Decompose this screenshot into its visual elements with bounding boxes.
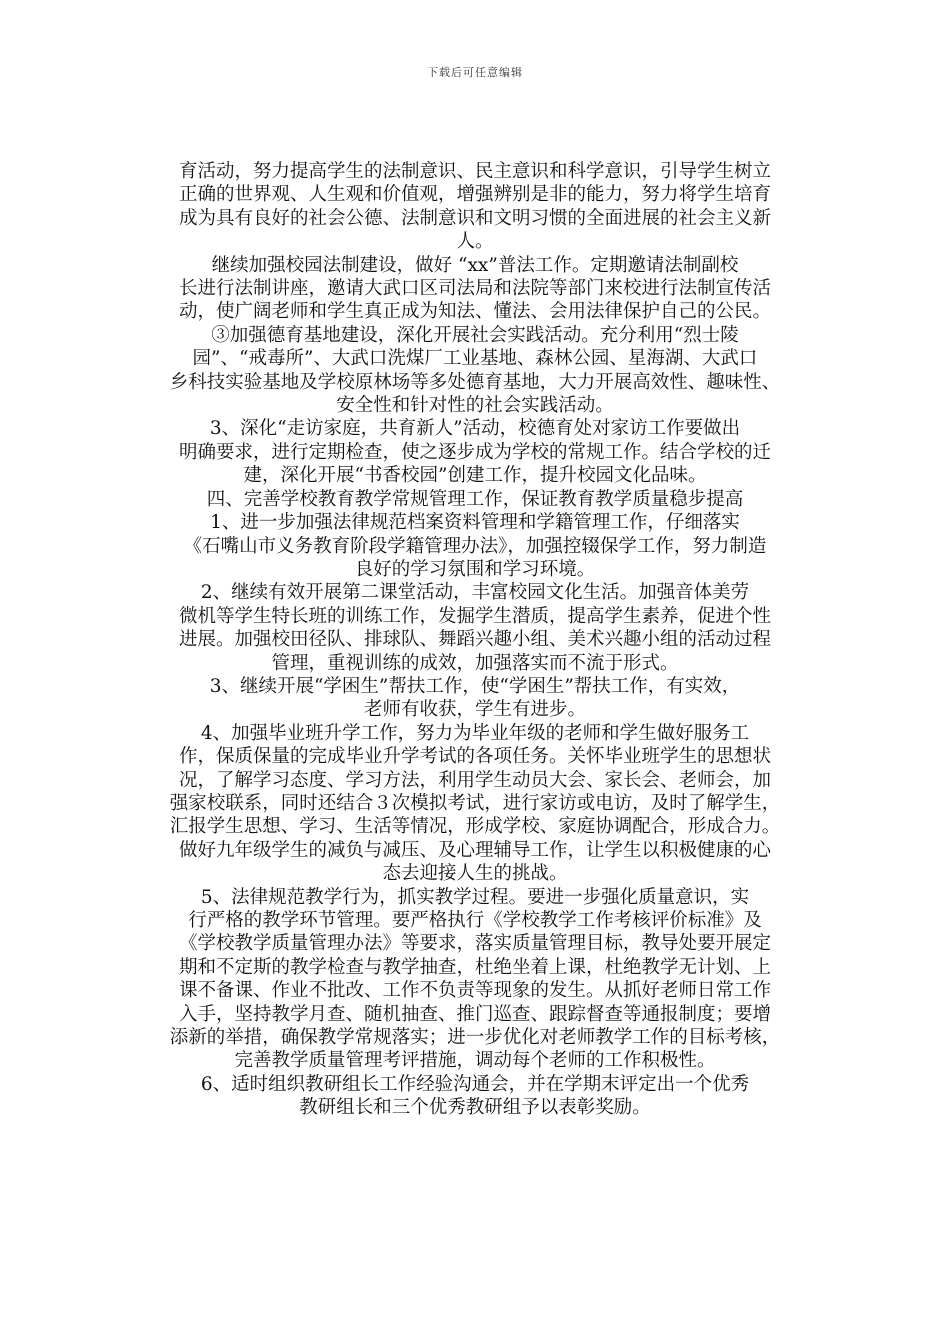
page-header-note: 下载后可任意编辑 (427, 66, 523, 79)
text-line: 4、加强毕业班升学工作，努力为毕业年级的老师和学生做好服务工 (200, 722, 750, 744)
text-line: 成为具有良好的社会公德、法制意识和文明习惯的全面进展的社会主义新 (178, 207, 771, 229)
text-line: 良好的学习氛围和学习环境。 (354, 558, 596, 580)
paragraph (112, 511, 838, 581)
text-line: 强家校联系，同时还结合３次模拟考试，进行家访或电访，及时了解学生， (169, 792, 781, 814)
text-line: 乡科技实验基地及学校原林场等多处德育基地，大力开展高效性、趣味性、 (169, 371, 781, 393)
text-line: 3、深化“走访家庭，共育新人”活动，校德育处对家访工作要做出 (209, 418, 741, 440)
paragraph (112, 417, 838, 487)
text-line: 进展。加强校田径队、排球队、舞蹈兴趣小组、美术兴趣小组的活动过程 (178, 629, 771, 651)
text-line: 期和不定斯的教学检查与教学抽查，杜绝坐着上课，杜绝教学无计划、上 (178, 956, 771, 978)
text-line: 作，保质保量的完成毕业升学考试的各项任务。关怀毕业班学生的思想状 (178, 746, 771, 768)
text-line: 教研组长和三个优秀教研组予以表彰奖励。 (299, 1097, 651, 1119)
text-line: ③加强德育基地建设，深化开展社会实践活动。充分利用“烈士陵 (211, 324, 739, 346)
text-line: 园”、“戒毒所”、大武口洗煤厂工业基地、森林公园、星海湖、大武口 (192, 348, 758, 370)
text-line: 6、适时组织教研组长工作经验沟通会，并在学期末评定出一个优秀 (200, 1073, 750, 1095)
text-line: 建，深化开展“书香校园”创建工作，提升校园文化品味。 (243, 465, 707, 487)
text-line: 《石嘴山市义务教育阶段学籍管理办法》，加强控辍保学工作，努力制造 (183, 535, 767, 557)
text-line: 5、法律规范教学行为，抓实教学过程。要进一步强化质量意识，实 (200, 886, 750, 908)
text-line: 况，了解学习态度、学习方法，利用学生动员大会、家长会、老师会，加 (178, 769, 771, 791)
text-line: 添新的举措，确保教学常规落实；进一步优化对老师教学工作的目标考核， (169, 1027, 781, 1049)
text-line: 1、进一步加强法律规范档案资料管理和学籍管理工作，仔细落实 (210, 512, 740, 534)
text-line: 《学校教学质量管理办法》等要求，落实质量管理目标，教导处要开展定 (178, 933, 771, 955)
text-line: 四、完善学校教育教学常规管理工作，保证教育教学质量稳步提高 (206, 488, 744, 510)
text-line: 育活动，努力提高学生的法制意识、民主意识和科学意识，引导学生树立 (178, 161, 771, 182)
text-line: 正确的世界观、人生观和价值观，增强辨别是非的能力，努力将学生培育 (178, 184, 771, 206)
text-line: 入手，坚持教学月查、随机抽查、推门巡查、跟踪督查等通报制度；要增 (178, 1003, 771, 1025)
text-line: 微机等学生特长班的训练工作，发掘学生潜质，提高学生素养，促进个性 (178, 605, 771, 627)
paragraph (112, 886, 838, 1073)
paragraph (112, 675, 838, 722)
text-line: 汇报学生思想、学习、生活等情况，形成学校、家庭协调配合，形成合力。 (169, 816, 781, 838)
text-line: 老师有收获，学生有进步。 (363, 699, 586, 721)
paragraph (112, 722, 838, 886)
text-line: 明确要求，进行定期检查，使之逐步成为学校的常规工作。结合学校的迁 (178, 441, 771, 463)
text-line: 完善教学质量管理考评措施，调动每个老师的工作积极性。 (234, 1050, 716, 1072)
document-body (112, 160, 838, 1120)
text-line: 3、继续开展“学困生”帮扶工作，使“学困生”帮扶工作，有实效， (209, 675, 741, 697)
text-line: 安全性和针对性的社会实践活动。 (336, 395, 614, 417)
text-line: 长进行法制讲座，邀请大武口区司法局和法院等部门来校进行法制宣传活 (178, 278, 771, 300)
text-line: 行严格的教学环节管理。要严格执行《学校教学工作考核评价标准》及 (188, 910, 762, 931)
paragraph (112, 324, 838, 418)
text-line: 做好九年级学生的减负与减压、及心理辅导工作，让学生以积极健康的心 (178, 839, 771, 861)
text-line: 2、继续有效开展第二课堂活动，丰富校园文化生活。加强音体美劳 (200, 582, 750, 604)
text-line: 管理，重视训练的成效，加强落实而不流于形式。 (271, 652, 679, 674)
text-line: 态去迎接人生的挑战。 (382, 863, 568, 885)
paragraph (112, 1073, 838, 1120)
text-line: 动，使广阔老师和学生真正成为知法、懂法、会用法律保护自己的公民。 (178, 301, 771, 323)
paragraph (112, 581, 838, 675)
text-line: 人。 (456, 231, 494, 253)
paragraph (112, 488, 838, 511)
paragraph (112, 160, 838, 254)
paragraph (112, 254, 838, 324)
text-line: 继续加强校园法制建设，做好 “xx”普法工作。定期邀请法制副校 (211, 254, 739, 276)
text-line: 课不备课、作业不批改、工作不负责等现象的发生。从抓好老师日常工作 (178, 980, 771, 1002)
